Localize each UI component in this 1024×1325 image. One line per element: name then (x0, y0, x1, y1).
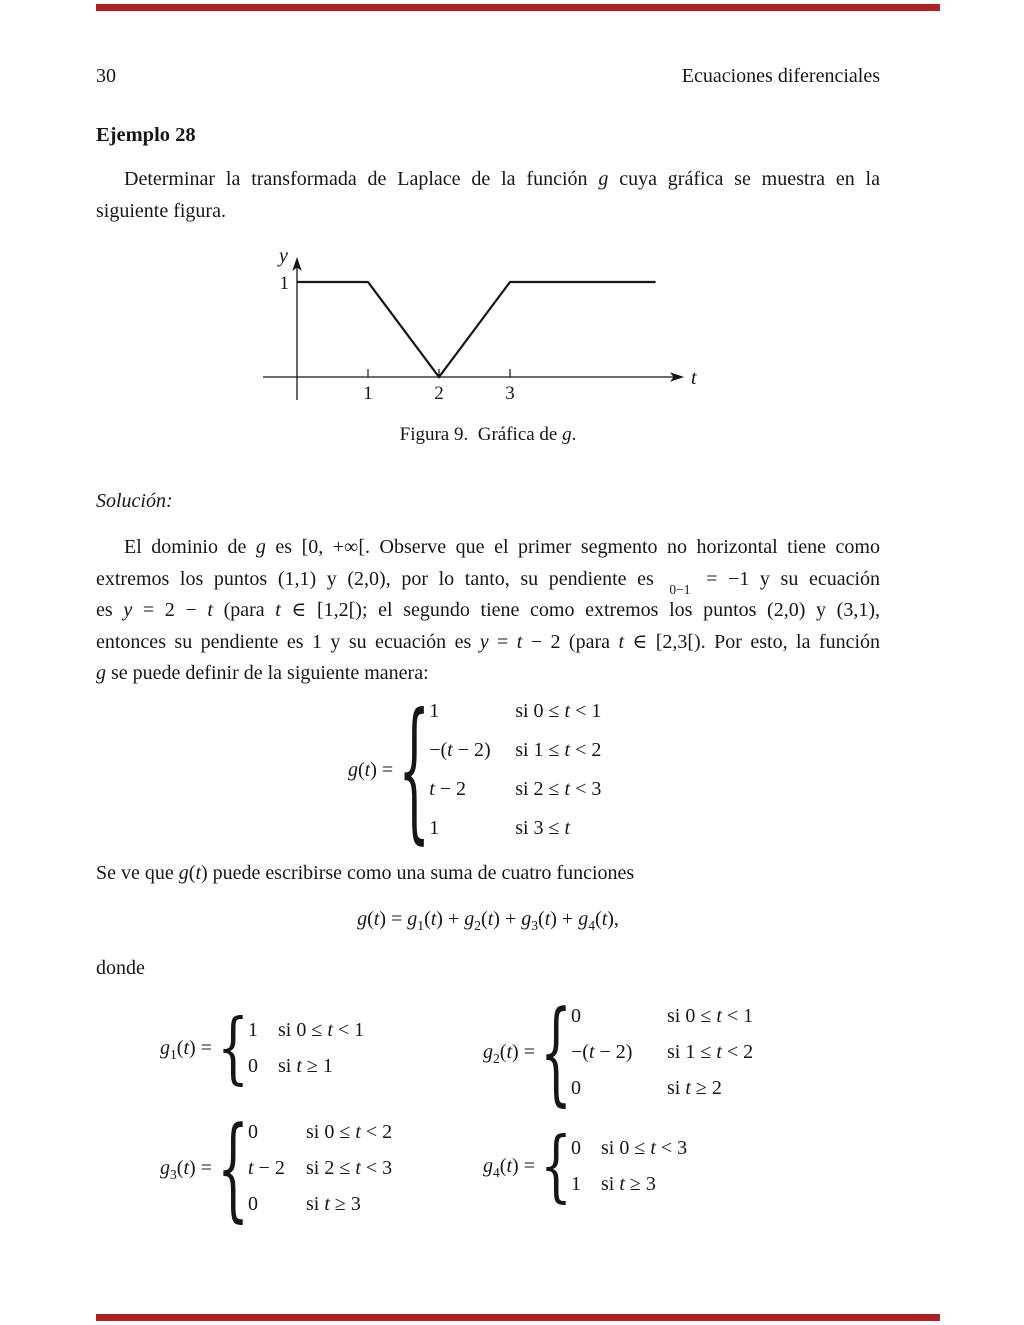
x-tick-label: 2 (434, 383, 444, 404)
piecewise-definition-g (348, 681, 602, 859)
piecewise-row: 0 si 0 ≤ t < 1 (570, 1005, 754, 1027)
page-header (96, 63, 880, 89)
piecewise-lhs: $g_2(t)$ = (483, 1040, 535, 1066)
piecewise-definition-g2 (483, 986, 754, 1118)
x-tick-label: 3 (505, 383, 515, 404)
solution-line: entonces su pendiente es 1 y su ecuación es y = t − 2 (para t ∈ [2,3[). Por esto, la función (96, 630, 880, 653)
y-tick-label: 1 (279, 273, 289, 294)
piecewise-definition-g1 (160, 1003, 365, 1093)
piecewise-rows (248, 1012, 364, 1084)
page-number: 30 (96, 65, 116, 87)
brace-icon: { (217, 1102, 249, 1234)
intro-paragraph (96, 164, 880, 227)
piecewise-row: 0 si t ≥ 2 (570, 1077, 722, 1099)
piecewise-rows (429, 692, 601, 848)
solution-paragraph (96, 532, 880, 690)
y-axis-label: y (279, 245, 288, 267)
donde-label: donde (96, 957, 145, 979)
piecewise-row: 1 si 0 ≤ t < 1 (429, 700, 602, 722)
brace-icon: { (540, 986, 572, 1118)
piecewise-row: 0 si 0 ≤ t < 2 (247, 1121, 393, 1143)
piecewise-row: 0 si t ≥ 1 (247, 1055, 333, 1077)
t-axis-label: t (691, 367, 697, 389)
brace-icon: { (217, 1003, 249, 1093)
function-graph (253, 242, 723, 407)
solution-label: Solución: (96, 490, 173, 512)
example-heading: Ejemplo 28 (96, 124, 196, 146)
piecewise-row: 0 si 0 ≤ t < 3 (570, 1137, 688, 1159)
piecewise-definition-g4 (483, 1121, 688, 1211)
piecewise-lhs: $g_1(t)$ = (160, 1036, 212, 1062)
solution-line: es y = 2 − t (para t ∈ [1,2[); el segundo tiene como extremos los puntos (2,0) y (3,1), (96, 599, 880, 622)
figure-caption: Figura 9. Gráfica de g. (399, 424, 577, 445)
intro-line: siguiente figura. (96, 199, 226, 222)
intro-line: Determinar la transformada de Laplace de la función g cuya gráfica se muestra en la (124, 168, 880, 190)
piecewise-lhs: $g_4(t)$ = (483, 1154, 535, 1180)
piecewise-row: t − 2 si 2 ≤ t < 3 (247, 1157, 393, 1179)
piecewise-rows (571, 1130, 687, 1202)
sum-sentence: Se ve que g(t) puede escribirse como una suma de cuatro funciones (96, 862, 635, 884)
running-header: Ecuaciones diferenciales (681, 65, 880, 87)
solution-line: El dominio de g es [0, +∞[. Observe que el primer segmento no horizontal tiene como (124, 536, 880, 558)
piecewise-row: 1 si 3 ≤ t (429, 817, 571, 839)
bottom-accent-rule (96, 1314, 940, 1321)
piecewise-row: t − 2 si 2 ≤ t < 3 (429, 778, 602, 800)
piecewise-row: −(t − 2) si 1 ≤ t < 2 (429, 739, 602, 761)
brace-icon: { (398, 681, 431, 859)
sum-sentence-wrap (96, 858, 880, 890)
piecewise-row: 1 si 0 ≤ t < 1 (247, 1019, 365, 1041)
piecewise-row: −(t − 2) si 1 ≤ t < 2 (570, 1041, 754, 1063)
piecewise-lhs: $g_3(t)$ = (160, 1156, 212, 1182)
piecewise-lhs: g(t) = (348, 758, 394, 781)
x-tick-label: 1 (363, 383, 373, 404)
piecewise-rows (248, 1114, 392, 1222)
piecewise-rows (571, 998, 753, 1106)
solution-line: extremos los puntos (1,1) y (2,0), por lo tanto, su pendiente es 0−1 = −1 y su ecuación (96, 564, 880, 596)
plot-line (297, 282, 656, 377)
solution-line: g se puede definir de la siguiente manera: (96, 662, 429, 685)
brace-icon: { (540, 1121, 572, 1211)
piecewise-definition-g3 (160, 1102, 393, 1234)
piecewise-row: 0 si t ≥ 3 (247, 1193, 361, 1215)
top-accent-rule (96, 4, 940, 11)
piecewise-row: 1 si t ≥ 3 (570, 1173, 656, 1195)
donde-wrap (96, 953, 880, 985)
sum-equation: $g(t) = g_1(t) + g_2(t) + g_3(t) + g_4(t)$, (357, 908, 619, 933)
